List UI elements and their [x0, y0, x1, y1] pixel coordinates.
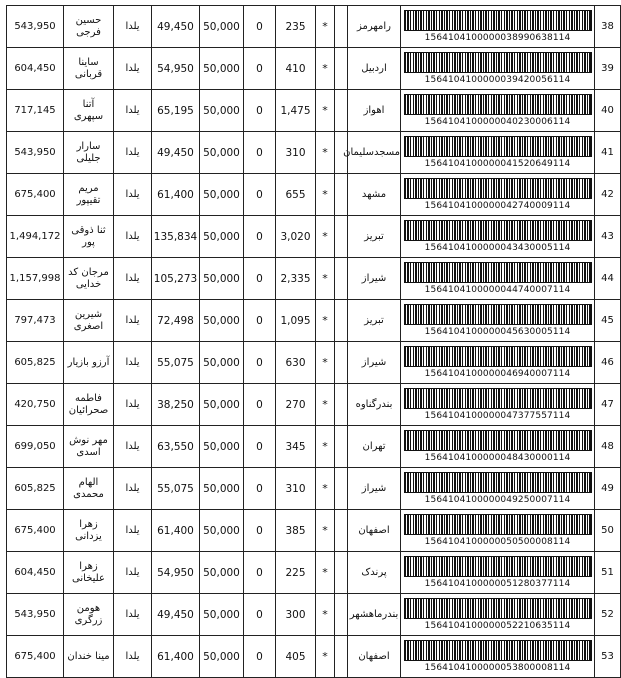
count-cell: 2,335: [276, 258, 316, 300]
barcode-icon: [404, 640, 592, 661]
amount-cell: 49,450: [152, 6, 200, 48]
mark-cell: *: [316, 48, 335, 90]
base-price-cell: 50,000: [200, 636, 244, 678]
package-type-cell: یلدا: [114, 468, 152, 510]
zero-cell: 0: [244, 216, 276, 258]
total-cell: 605,825: [7, 342, 64, 384]
row-index-cell: 50: [595, 510, 621, 552]
mark-cell: *: [316, 384, 335, 426]
row-index-cell: 49: [595, 468, 621, 510]
mark-cell: *: [316, 90, 335, 132]
zero-cell: 0: [244, 384, 276, 426]
mark-cell: *: [316, 6, 335, 48]
mark-cell: *: [316, 300, 335, 342]
barcode-icon: [404, 514, 592, 535]
amount-cell: 49,450: [152, 132, 200, 174]
recipient-name-cell: ثنا ذوقی پور: [64, 216, 114, 258]
city-cell: اصفهان: [348, 636, 401, 678]
recipient-name-cell: فاطمه صحرائیان: [64, 384, 114, 426]
barcode-cell: [401, 216, 595, 258]
total-cell: 675,400: [7, 510, 64, 552]
barcode-number: 1564104100000052210635114: [424, 621, 571, 631]
city-cell: بندرگناوه: [348, 384, 401, 426]
total-cell: 675,400: [7, 174, 64, 216]
amount-cell: 63,550: [152, 426, 200, 468]
count-cell: 225: [276, 552, 316, 594]
barcode-icon: [404, 346, 592, 367]
row-index-cell: 43: [595, 216, 621, 258]
base-price-cell: 50,000: [200, 342, 244, 384]
table-row: [7, 216, 621, 258]
total-cell: 675,400: [7, 636, 64, 678]
recipient-name-cell: آرزو بازیار: [64, 342, 114, 384]
city-cell: مسجدسلیمان: [348, 132, 401, 174]
barcode-number: 1564104100000043430005114: [424, 243, 571, 253]
total-cell: 1,157,998: [7, 258, 64, 300]
barcode-cell: [401, 510, 595, 552]
total-cell: 543,950: [7, 594, 64, 636]
base-price-cell: 50,000: [200, 468, 244, 510]
barcode-number: 1564104100000046940007114: [424, 369, 571, 379]
city-cell: اردبیل: [348, 48, 401, 90]
barcode-cell: [401, 90, 595, 132]
amount-cell: 61,400: [152, 510, 200, 552]
barcode-number: 1564104100000050500008114: [424, 537, 571, 547]
city-cell: تهران: [348, 426, 401, 468]
total-cell: 604,450: [7, 552, 64, 594]
amount-cell: 135,834: [152, 216, 200, 258]
amount-cell: 38,250: [152, 384, 200, 426]
barcode-number: 1564104100000044740007114: [424, 285, 571, 295]
total-cell: 543,950: [7, 132, 64, 174]
count-cell: 270: [276, 384, 316, 426]
count-cell: 310: [276, 132, 316, 174]
table-row: [7, 174, 621, 216]
barcode-number: 1564104100000051280377114: [424, 579, 571, 589]
count-cell: 1,095: [276, 300, 316, 342]
barcode-number: 1564104100000048430000114: [424, 453, 571, 463]
mark-cell: *: [316, 552, 335, 594]
package-type-cell: یلدا: [114, 48, 152, 90]
table-row: [7, 468, 621, 510]
recipient-name-cell: هومن زرگری: [64, 594, 114, 636]
amount-cell: 55,075: [152, 468, 200, 510]
row-index-cell: 45: [595, 300, 621, 342]
count-cell: 3,020: [276, 216, 316, 258]
row-index-cell: 47: [595, 384, 621, 426]
row-index-cell: 42: [595, 174, 621, 216]
empty-cell: [335, 48, 348, 90]
base-price-cell: 50,000: [200, 300, 244, 342]
zero-cell: 0: [244, 300, 276, 342]
empty-cell: [335, 174, 348, 216]
barcode-cell: [401, 174, 595, 216]
barcode-cell: [401, 384, 595, 426]
city-cell: تبریز: [348, 300, 401, 342]
barcode-cell: [401, 468, 595, 510]
mark-cell: *: [316, 174, 335, 216]
mark-cell: *: [316, 258, 335, 300]
package-type-cell: یلدا: [114, 552, 152, 594]
barcode-number: 1564104100000053800008114: [424, 663, 571, 673]
amount-cell: 61,400: [152, 636, 200, 678]
base-price-cell: 50,000: [200, 426, 244, 468]
mark-cell: *: [316, 636, 335, 678]
base-price-cell: 50,000: [200, 132, 244, 174]
package-type-cell: یلدا: [114, 300, 152, 342]
empty-cell: [335, 258, 348, 300]
amount-cell: 72,498: [152, 300, 200, 342]
city-cell: رامهرمز: [348, 6, 401, 48]
table-row: [7, 300, 621, 342]
barcode-icon: [404, 220, 592, 241]
table-row: [7, 510, 621, 552]
city-cell: شیراز: [348, 342, 401, 384]
zero-cell: 0: [244, 594, 276, 636]
count-cell: 300: [276, 594, 316, 636]
total-cell: 699,050: [7, 426, 64, 468]
amount-cell: 61,400: [152, 174, 200, 216]
package-type-cell: یلدا: [114, 258, 152, 300]
recipient-name-cell: مهر نوش اسدی: [64, 426, 114, 468]
empty-cell: [335, 6, 348, 48]
barcode-icon: [404, 262, 592, 283]
recipient-name-cell: شیرین اصغری: [64, 300, 114, 342]
total-cell: 797,473: [7, 300, 64, 342]
mark-cell: *: [316, 594, 335, 636]
amount-cell: 55,075: [152, 342, 200, 384]
base-price-cell: 50,000: [200, 48, 244, 90]
zero-cell: 0: [244, 132, 276, 174]
zero-cell: 0: [244, 426, 276, 468]
recipient-name-cell: ساینا قربانی: [64, 48, 114, 90]
recipient-name-cell: سارار جلیلی: [64, 132, 114, 174]
row-index-cell: 44: [595, 258, 621, 300]
row-index-cell: 39: [595, 48, 621, 90]
zero-cell: 0: [244, 174, 276, 216]
empty-cell: [335, 342, 348, 384]
table-row: [7, 594, 621, 636]
base-price-cell: 50,000: [200, 6, 244, 48]
total-cell: 1,494,172: [7, 216, 64, 258]
barcode-icon: [404, 556, 592, 577]
barcode-number: 1564104100000049250007114: [424, 495, 571, 505]
count-cell: 235: [276, 6, 316, 48]
barcode-cell: [401, 300, 595, 342]
count-cell: 630: [276, 342, 316, 384]
barcode-cell: [401, 552, 595, 594]
total-cell: 543,950: [7, 6, 64, 48]
barcode-icon: [404, 52, 592, 73]
package-type-cell: یلدا: [114, 174, 152, 216]
barcode-cell: [401, 258, 595, 300]
recipient-name-cell: حسین فرجی: [64, 6, 114, 48]
barcode-cell: [401, 132, 595, 174]
empty-cell: [335, 216, 348, 258]
row-index-cell: 52: [595, 594, 621, 636]
recipient-name-cell: زهرا یزدانی: [64, 510, 114, 552]
row-index-cell: 41: [595, 132, 621, 174]
table-row: [7, 48, 621, 90]
recipient-name-cell: آتنا سپهری: [64, 90, 114, 132]
mark-cell: *: [316, 468, 335, 510]
barcode-icon: [404, 10, 592, 31]
empty-cell: [335, 636, 348, 678]
amount-cell: 54,950: [152, 552, 200, 594]
barcode-cell: [401, 426, 595, 468]
package-type-cell: یلدا: [114, 636, 152, 678]
package-type-cell: یلدا: [114, 510, 152, 552]
total-cell: 420,750: [7, 384, 64, 426]
city-cell: شیراز: [348, 258, 401, 300]
total-cell: 605,825: [7, 468, 64, 510]
zero-cell: 0: [244, 342, 276, 384]
row-index-cell: 46: [595, 342, 621, 384]
amount-cell: 54,950: [152, 48, 200, 90]
package-type-cell: یلدا: [114, 6, 152, 48]
row-index-cell: 38: [595, 6, 621, 48]
mark-cell: *: [316, 216, 335, 258]
barcode-cell: [401, 636, 595, 678]
barcode-icon: [404, 472, 592, 493]
base-price-cell: 50,000: [200, 258, 244, 300]
zero-cell: 0: [244, 90, 276, 132]
empty-cell: [335, 594, 348, 636]
package-type-cell: یلدا: [114, 594, 152, 636]
mark-cell: *: [316, 510, 335, 552]
mark-cell: *: [316, 132, 335, 174]
base-price-cell: 50,000: [200, 90, 244, 132]
zero-cell: 0: [244, 510, 276, 552]
base-price-cell: 50,000: [200, 552, 244, 594]
barcode-cell: [401, 594, 595, 636]
row-index-cell: 53: [595, 636, 621, 678]
amount-cell: 65,195: [152, 90, 200, 132]
amount-cell: 49,450: [152, 594, 200, 636]
city-cell: مشهد: [348, 174, 401, 216]
shipment-table-sheet: [6, 5, 614, 678]
count-cell: 310: [276, 468, 316, 510]
package-type-cell: یلدا: [114, 132, 152, 174]
city-cell: بندرماهشهر: [348, 594, 401, 636]
mark-cell: *: [316, 426, 335, 468]
zero-cell: 0: [244, 468, 276, 510]
table-row: [7, 552, 621, 594]
barcode-number: 1564104100000040230006114: [424, 117, 571, 127]
table-body: [7, 6, 621, 678]
table-row: [7, 6, 621, 48]
zero-cell: 0: [244, 552, 276, 594]
recipient-name-cell: مینا خندان: [64, 636, 114, 678]
barcode-cell: [401, 48, 595, 90]
base-price-cell: 50,000: [200, 594, 244, 636]
barcode-icon: [404, 136, 592, 157]
barcode-cell: [401, 6, 595, 48]
barcode-cell: [401, 342, 595, 384]
count-cell: 655: [276, 174, 316, 216]
total-cell: 604,450: [7, 48, 64, 90]
total-cell: 717,145: [7, 90, 64, 132]
count-cell: 345: [276, 426, 316, 468]
empty-cell: [335, 510, 348, 552]
table-row: [7, 258, 621, 300]
row-index-cell: 48: [595, 426, 621, 468]
barcode-icon: [404, 598, 592, 619]
base-price-cell: 50,000: [200, 384, 244, 426]
count-cell: 410: [276, 48, 316, 90]
package-type-cell: یلدا: [114, 426, 152, 468]
barcode-number: 1564104100000041520649114: [424, 159, 571, 169]
row-index-cell: 40: [595, 90, 621, 132]
city-cell: اصفهان: [348, 510, 401, 552]
table-row: [7, 636, 621, 678]
barcode-number: 1564104100000045630005114: [424, 327, 571, 337]
table-row: [7, 342, 621, 384]
city-cell: شیراز: [348, 468, 401, 510]
city-cell: پرندک: [348, 552, 401, 594]
base-price-cell: 50,000: [200, 510, 244, 552]
amount-cell: 105,273: [152, 258, 200, 300]
empty-cell: [335, 90, 348, 132]
package-type-cell: یلدا: [114, 216, 152, 258]
count-cell: 385: [276, 510, 316, 552]
recipient-name-cell: مرجان کد خدایی: [64, 258, 114, 300]
barcode-icon: [404, 304, 592, 325]
table-row: [7, 384, 621, 426]
city-cell: تبریز: [348, 216, 401, 258]
recipient-name-cell: الهام محمدی: [64, 468, 114, 510]
table-row: [7, 90, 621, 132]
zero-cell: 0: [244, 48, 276, 90]
empty-cell: [335, 552, 348, 594]
count-cell: 405: [276, 636, 316, 678]
empty-cell: [335, 384, 348, 426]
barcode-icon: [404, 94, 592, 115]
base-price-cell: 50,000: [200, 216, 244, 258]
empty-cell: [335, 468, 348, 510]
city-cell: اهواز: [348, 90, 401, 132]
package-type-cell: یلدا: [114, 384, 152, 426]
package-type-cell: یلدا: [114, 90, 152, 132]
empty-cell: [335, 300, 348, 342]
package-type-cell: یلدا: [114, 342, 152, 384]
table-row: [7, 132, 621, 174]
shipment-table: [6, 5, 621, 678]
zero-cell: 0: [244, 258, 276, 300]
barcode-icon: [404, 388, 592, 409]
empty-cell: [335, 426, 348, 468]
zero-cell: 0: [244, 6, 276, 48]
barcode-number: 1564104100000038990638114: [424, 33, 571, 43]
barcode-number: 1564104100000042740009114: [424, 201, 571, 211]
barcode-number: 1564104100000039420056114: [424, 75, 571, 85]
barcode-icon: [404, 430, 592, 451]
barcode-icon: [404, 178, 592, 199]
count-cell: 1,475: [276, 90, 316, 132]
zero-cell: 0: [244, 636, 276, 678]
base-price-cell: 50,000: [200, 174, 244, 216]
recipient-name-cell: زهرا علیخانی: [64, 552, 114, 594]
recipient-name-cell: مریم تقیپور: [64, 174, 114, 216]
table-row: [7, 426, 621, 468]
row-index-cell: 51: [595, 552, 621, 594]
mark-cell: *: [316, 342, 335, 384]
barcode-number: 1564104100000047377557114: [424, 411, 571, 421]
